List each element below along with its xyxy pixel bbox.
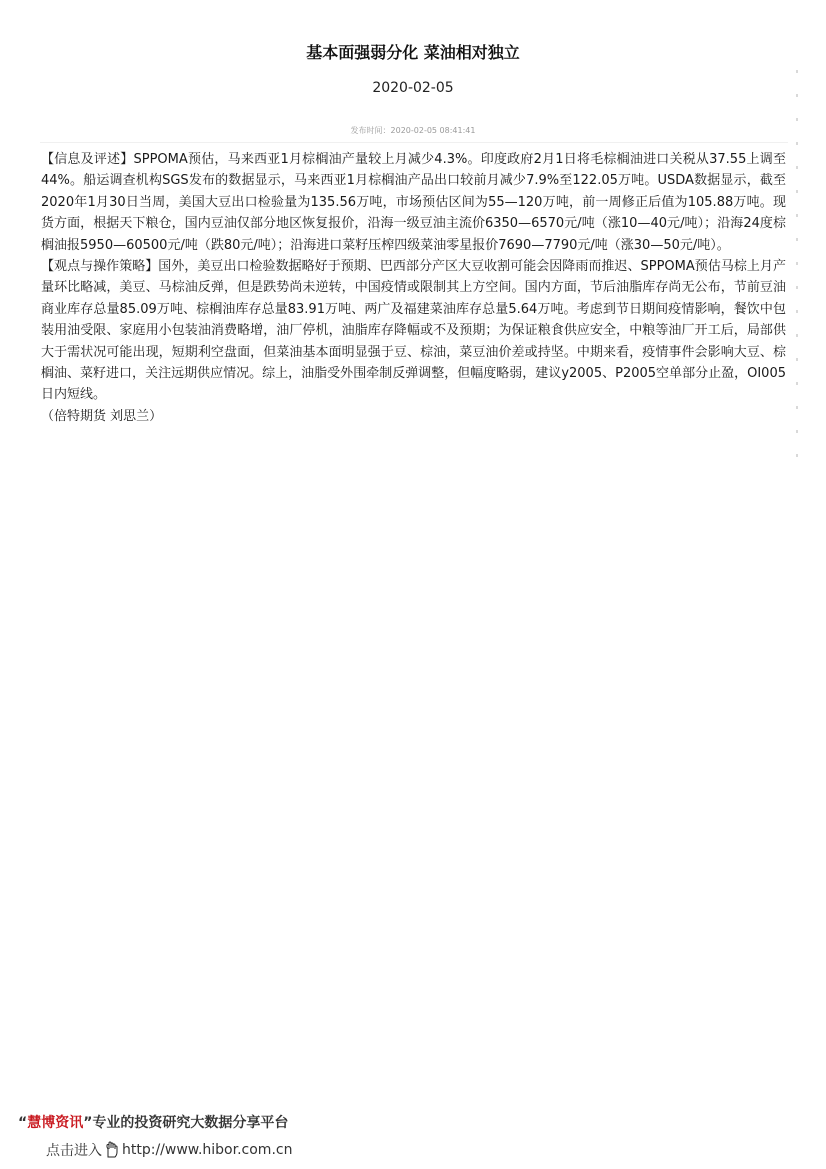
quote-close: ” <box>83 1115 93 1131</box>
side-dotted-line <box>796 70 798 470</box>
site-url-link[interactable]: http://www.hibor.com.cn <box>122 1142 293 1158</box>
footer-slogan <box>18 1112 288 1132</box>
page-title: 基本面强弱分化 菜油相对独立 <box>306 43 520 62</box>
divider <box>40 142 788 143</box>
pointing-hand-icon <box>103 1141 121 1159</box>
publish-time: 发布时间：2020-02-05 08:41:41 <box>350 126 476 135</box>
article-body <box>41 149 786 427</box>
slogan-text: 专业的投资研究大数据分享平台 <box>92 1115 289 1131</box>
paragraph-info: 【信息及评述】SPPOMA预估，马来西亚1月棕榈油产量较上月减少4.3%。印度政府2月1日将毛棕榈油进口关税从37.55上调至44%。船运调查机构SGS发布的数据显示，马来西亚1月棕榈油产品出口较前月减少7.9%至122.05万吨。USDA数据显示，截至2020年1月30日当周，美国大豆出口检验量为135.56万吨，市场预估区间为55—120万吨，前一周修正后值为105.88万吨。现货方面，根据天下粮仓，国内豆油仅部分地区恢复报价，沿海一级豆油主流价6350—6570元/吨（涨10—40元/吨）；沿海24度棕榈油报5950—60500元/吨（跌80元/吨）；沿海进口菜籽压榨四级菜油零星报价7690—7790元/吨（涨30—50元/吨）。 <box>41 152 786 253</box>
quote-open: “ <box>18 1115 28 1131</box>
footer-link-row[interactable] <box>46 1140 292 1160</box>
paragraph-author: （倍特期货 刘思兰） <box>41 408 163 424</box>
click-label: 点击进入 <box>46 1143 102 1159</box>
brand-name: 慧博资讯 <box>27 1115 84 1131</box>
paragraph-strategy: 【观点与操作策略】国外，美豆出口检验数据略好于预期、巴西部分产区大豆收割可能会因降雨而推迟、SPPOMA预估马棕上月产量环比略减，美豆、马棕油反弹，但是跌势尚未逆转，中国疫情或限制其上方空间。国内方面，节后油脂库存尚无公布，节前豆油商业库存总量85.09万吨、棕榈油库存总量83.91万吨、两广及福建菜油库存总量5.64万吨。考虑到节日期间疫情影响，餐饮中包装用油受限、家庭用小包装油消费略增，油厂停机，油脂库存降幅或不及预期；为保证粮食供应安全，中粮等油厂开工后，局部供大于需状况可能出现，短期利空盘面，但菜油基本面明显强于豆、棕油，菜豆油价差或持坚。中期来看，疫情事件会影响大豆、棕榈油、菜籽进口，关注远期供应情况。综上，油脂受外围牵制反弹调整，但幅度略弱，建议y2005、P2005空单部分止盈，OI005日内短线。 <box>41 259 786 403</box>
report-date: 2020-02-05 <box>372 80 454 96</box>
